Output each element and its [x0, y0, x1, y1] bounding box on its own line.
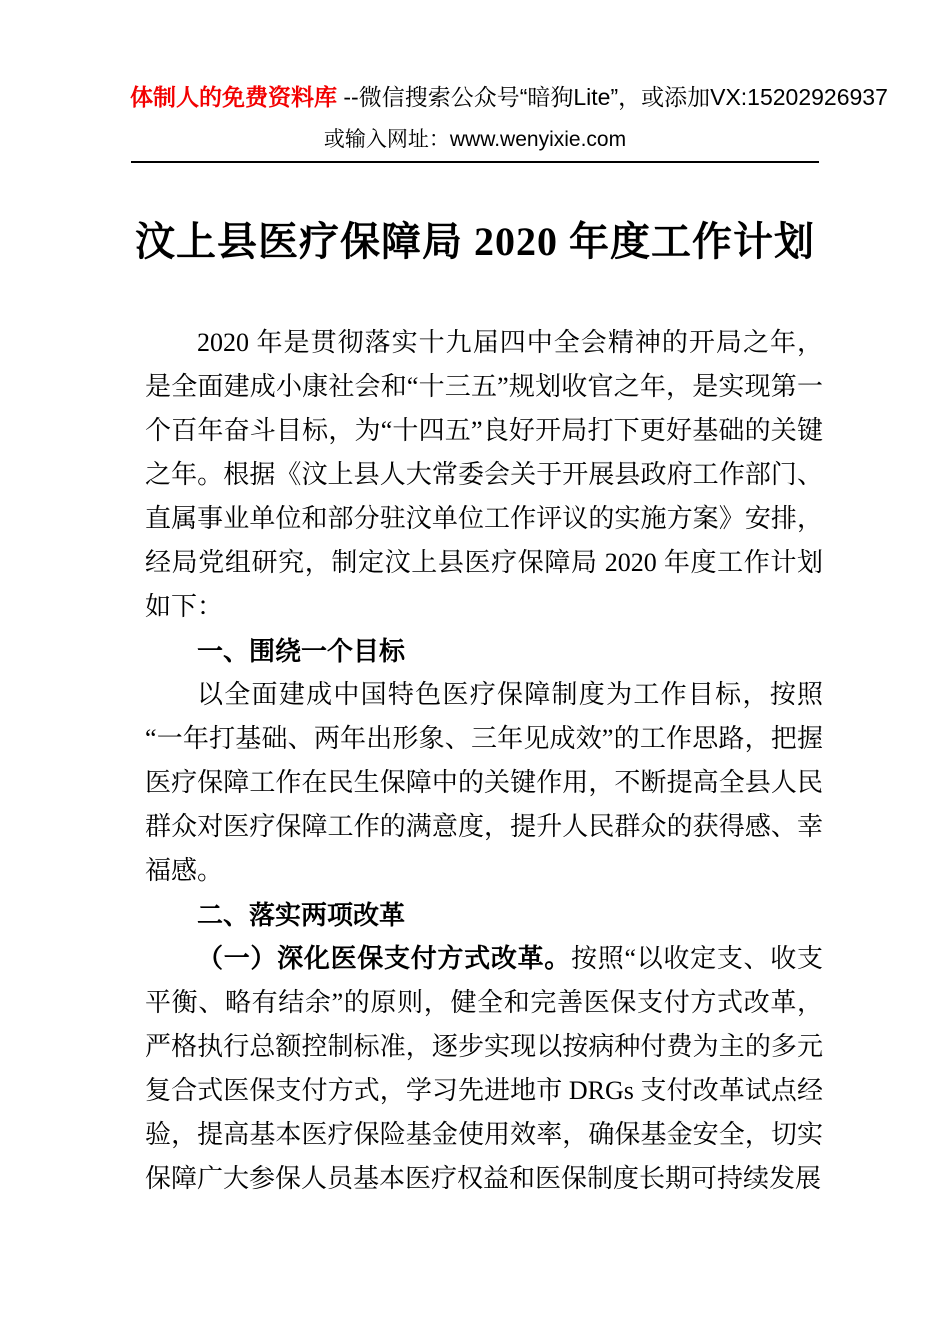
section-heading-2: 二、落实两项改革: [197, 900, 406, 930]
paragraph-reform: [145, 937, 823, 1201]
paragraph-intro: 2020 年是贯彻落实十九届四中全会精神的开局之年，是全面建成小康社会和“十三五”规划收官之年，是实现第一个百年奋斗目标，为“十四五”良好开局打下更好基础的关键之年。根据《汶上县人大常委会关于开展县政府工作部门、直属事业单位和部分驻汶单位工作评议的实施方案》安排，经局党组研究，制定汶上县医疗保障局 2020 年度工作计划如下：: [145, 328, 823, 621]
paragraph-reform-rest: 按照“以收定支、收支平衡、略有结余”的原则，健全和完善医保支付方式改革，严格执行总额控制标准，逐步实现以按病种付费为主的多元复合式医保支付方式，学习先进地市 DRGs 支付改革试点经验，提高基本医疗保险基金使用效率，确保基金安全，切实保障广大参保人员基本医疗权益和医保制度长期可持续发展: [145, 944, 823, 1193]
brand-text: 体制人的免费资料库: [130, 84, 337, 110]
section-heading-1: 一、围绕一个目标: [197, 636, 406, 666]
paragraph-reform-lead: （一）深化医保支付方式改革。: [197, 944, 572, 973]
page-header: [130, 84, 888, 163]
header-line-1: [130, 84, 888, 111]
header-contact-text: --微信搜索公众号“暗狗Lite”，或添加VX:15202926937: [337, 84, 888, 110]
document-body: [145, 321, 823, 1201]
document-title: 汶上县医疗保障局 2020 年度工作计划: [135, 219, 815, 264]
header-divider: [131, 161, 819, 163]
header-website-text: 或输入网址：www.wenyixie.com: [323, 128, 627, 151]
paragraph-goal: 以全面建成中国特色医疗保障制度为工作目标，按照“一年打基础、两年出形象、三年见成效”的工作思路，把握医疗保障工作在民生保障中的关键作用，不断提高全县人民群众对医疗保障工作的满意度，提升人民群众的获得感、幸福感。: [145, 680, 823, 885]
